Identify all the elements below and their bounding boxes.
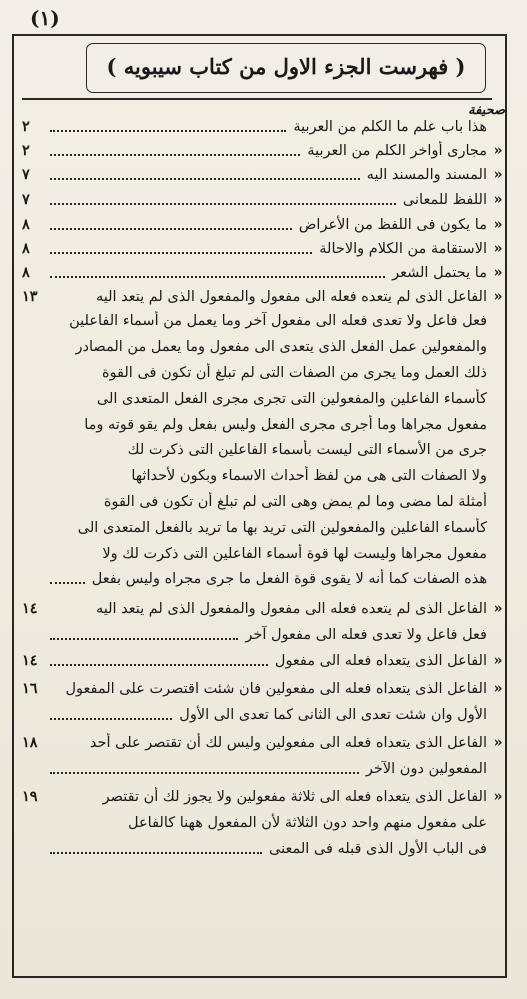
dot-leader <box>50 718 172 720</box>
entry-title: هذه الصفات كما أنه لا يقوى قوة الفعل ما جرى مجراه وليس بفعل <box>91 571 487 587</box>
entry-page-number: ١٦ <box>22 680 38 697</box>
entry-title: جرى من الأسماء التى ليست بأسماء الفاعلين التى ذكرت لك <box>127 442 487 458</box>
entry-title: المفعولين دون الآخر <box>365 761 487 777</box>
entry-marker: « <box>493 288 503 305</box>
page-column-header: صحيفة <box>468 103 505 118</box>
entry-marker: « <box>493 240 503 257</box>
entry-page-number: ٨ <box>22 216 30 233</box>
list-item <box>22 186 506 210</box>
list-item <box>22 333 506 357</box>
entry-title: الأول وان شئت تعدى الى الثانى كما تعدى الى الأول <box>179 707 487 723</box>
dot-leader <box>50 772 359 774</box>
entry-title: فعل فاعل ولا تعدى فعله الى مفعول آخر وما يعمل من أسماء الفاعلين <box>69 313 487 329</box>
list-item <box>22 161 506 185</box>
dot-leader <box>50 228 292 230</box>
dot-leader <box>50 582 85 584</box>
list-item <box>22 729 506 753</box>
entry-marker: « <box>493 680 503 697</box>
list-item <box>22 385 506 409</box>
list-item <box>22 809 506 833</box>
entry-title: كأسماء الفاعلين والمفعولين التى تجرى مجرى الفعل المتعدى الى <box>96 391 487 407</box>
dot-leader <box>50 252 312 254</box>
dot-leader <box>50 203 396 205</box>
entry-page-number: ٨ <box>22 264 30 281</box>
dot-leader <box>50 154 300 156</box>
entry-title: كأسماء الفاعلين والمفعولين التى تريد بها ما تريد بالفعل المتعدى الى <box>77 520 487 536</box>
entry-title: والمفعولين عمل الفعل الذى يتعدى الى مفعول وما يعمل من المصادر <box>75 339 487 355</box>
entry-page-number: ٢ <box>22 118 30 135</box>
list-item <box>22 488 506 512</box>
entry-page-number: ٨ <box>22 240 30 257</box>
entry-title: اللفظ للمعانى <box>402 192 487 208</box>
dot-leader <box>50 852 262 854</box>
list-item <box>22 701 506 725</box>
entry-title: هذا باب علم ما الكلم من العربية <box>293 119 487 135</box>
entry-title: الفاعل الذى لم يتعده فعله الى مفعول والمفعول الذى لم يتعد اليه <box>95 601 487 617</box>
dot-leader <box>50 178 360 180</box>
list-item <box>22 783 506 807</box>
list-item <box>22 675 506 699</box>
list-item <box>22 359 506 383</box>
entry-title: الفاعل الذى يتعداه فعله الى ثلاثة مفعولين ولا يجوز لك أن تقتصر <box>102 789 487 805</box>
entry-title: الاستقامة من الكلام والاحالة <box>319 241 487 257</box>
entry-title: المسند والمسند اليه <box>366 167 487 183</box>
entry-page-number: ٧ <box>22 166 30 183</box>
list-item <box>22 259 506 283</box>
dot-leader <box>50 664 268 666</box>
entry-page-number: ١٤ <box>22 652 38 669</box>
entry-title: الفاعل الذى لم يتعده فعله الى مفعول والمفعول الذى لم يتعد اليه <box>95 289 487 305</box>
list-item <box>22 621 506 645</box>
list-item <box>22 595 506 619</box>
page-title: ( فهرست الجزء الاول من كتاب سيبويه ) <box>106 54 466 79</box>
entry-marker: « <box>493 652 503 669</box>
list-item <box>22 307 506 331</box>
entry-title: فى الباب الأول الذى قبله فى المعنى <box>269 841 487 857</box>
list-item <box>22 283 506 307</box>
list-item <box>22 211 506 235</box>
list-item <box>22 647 506 671</box>
entry-page-number: ١٤ <box>22 600 38 617</box>
list-item <box>22 462 506 486</box>
entry-title: الفاعل الذى يتعداه فعله الى مفعول <box>274 653 487 669</box>
dot-leader <box>50 130 286 132</box>
entry-page-number: ١٨ <box>22 734 38 751</box>
entry-page-number: ١٣ <box>22 288 38 305</box>
list-item <box>22 235 506 259</box>
entry-title: ما يكون فى اللفظ من الأعراض <box>298 217 487 233</box>
dot-leader <box>50 638 238 640</box>
entry-title: مفعول مجراها وليست لها قوة أسماء الفاعلين التى ذكرت لك ولا <box>102 546 487 562</box>
entry-title: الفاعل الذى يتعداه فعله الى مفعولين وليس لك أن تقتصر على أحد <box>89 735 487 751</box>
entry-marker: « <box>493 788 503 805</box>
entry-marker: « <box>493 166 503 183</box>
page-number: (١) <box>30 6 60 30</box>
entry-page-number: ١٩ <box>22 788 38 805</box>
list-item <box>22 755 506 779</box>
entry-title: أمثلة لما مضى وما لم يمض وهى التى لم تبلغ أن تكون فى القوة <box>103 494 487 510</box>
entry-title: على مفعول منهم واحد دون الثلاثة لأن المفعول ههنا كالفاعل <box>128 815 487 831</box>
list-item <box>22 540 506 564</box>
entry-marker: « <box>493 600 503 617</box>
entry-title: مجارى أواخر الكلم من العربية <box>307 143 487 159</box>
entry-marker: « <box>493 264 503 281</box>
entry-title: مفعول مجراها وما أجرى مجرى الفعل وليس بفعل ولم يقو قوته وما <box>84 417 487 433</box>
entry-title: الفاعل الذى يتعداه فعله الى مفعولين فان شئت اقتصرت على المفعول <box>65 681 487 697</box>
list-item <box>22 436 506 460</box>
entry-marker: « <box>493 142 503 159</box>
list-item <box>22 835 506 859</box>
entry-page-number: ٧ <box>22 191 30 208</box>
entry-title: ولا الصفات التى هى من لفظ أحداث الاسماء وبكون لأحداثها <box>131 468 487 484</box>
entry-marker: « <box>493 216 503 233</box>
list-item <box>22 514 506 538</box>
list-item <box>22 137 506 161</box>
entry-marker: « <box>493 191 503 208</box>
entry-title: ذلك العمل وما يجرى من الصفات التى لم تبلغ أن تكون فى القوة <box>101 365 487 381</box>
list-item <box>22 113 506 137</box>
list-item <box>22 565 506 589</box>
dot-leader <box>50 276 385 278</box>
list-item <box>22 411 506 435</box>
entry-title: ما يحتمل الشعر <box>392 265 487 281</box>
entry-title: فعل فاعل ولا تعدى فعله الى مفعول آخر <box>245 627 487 643</box>
entry-page-number: ٢ <box>22 142 30 159</box>
entry-marker: « <box>493 734 503 751</box>
